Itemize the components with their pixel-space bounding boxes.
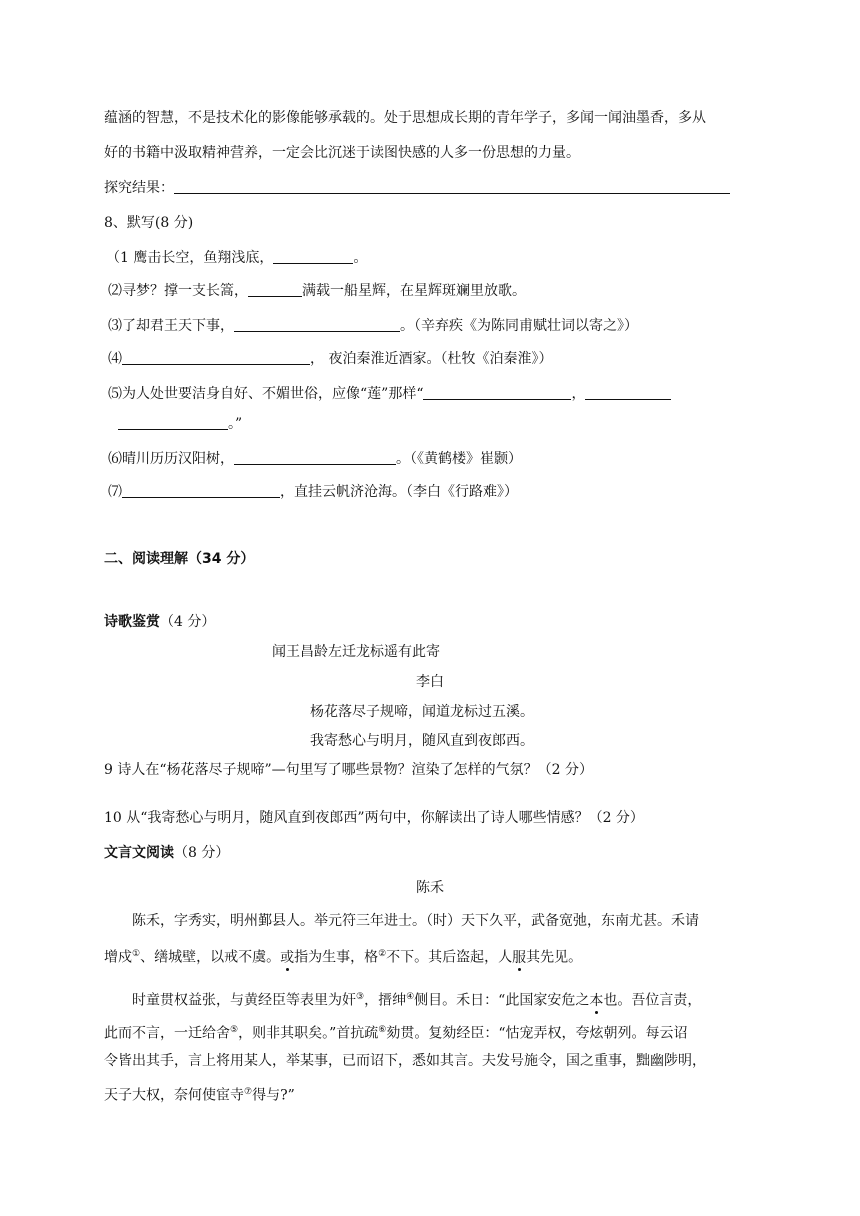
q8-item-4 [108, 349, 552, 369]
q8-item-4-blank[interactable] [122, 349, 310, 365]
q8-item-1-end: 。 [353, 250, 368, 266]
q8-item-6-text: ⑹晴川历历汉阳树， [108, 451, 234, 467]
footnote-7: ⑦ [244, 1087, 253, 1097]
result-blank[interactable] [174, 178, 730, 194]
passage-line-2: 好的书籍中汲取精神营养，一定会比沉迷于读图快感的人多一份思想的力量。 [104, 145, 580, 161]
result-line [104, 178, 730, 198]
emphasized-char: 本 [589, 992, 604, 1009]
classical-p2-line-3: 令皆出其手，言上将用某人，举某事，已而诏下，悉如其言。夫发号施令，国之重事，黜幽陟明， [104, 1053, 706, 1069]
text-segment: 其先见。 [526, 949, 583, 966]
q8-item-1 [106, 248, 367, 268]
q8-item-7 [108, 482, 518, 502]
q8-item-3-text: ⑶了却君王天下事， [108, 318, 234, 334]
poem-verse-1: 杨花落尽子规啼，闻道龙标过五溪。 [310, 704, 534, 720]
q8-item-1-blank[interactable] [273, 248, 353, 264]
text-segment: 得与?” [252, 1087, 295, 1104]
q8-item-2-blank[interactable] [248, 281, 302, 297]
text-segment: 不下。其后盗起，人 [386, 949, 513, 966]
text-segment: ，则非其职矣。”首抗疏 [238, 1025, 379, 1042]
q8-item-6-blank[interactable] [234, 449, 396, 465]
poetry-heading-line [104, 612, 215, 632]
text-segment: ，搢绅 [364, 992, 407, 1009]
classical-p1-line-1: 陈禾，字秀实，明州鄞县人。举元符三年进士。（时）天下久平，武备宽弛，东南尤甚。禾请 [132, 913, 699, 929]
text-segment: 时童贯权益张，与黄经臣等表里为奸 [132, 992, 356, 1009]
emphasized-char: 或 [280, 949, 295, 966]
text-segment: 天子大权，奈何使宦寺 [104, 1087, 244, 1104]
poem-author: 李白 [416, 674, 444, 690]
q8-item-7-text: ⑺ [108, 484, 122, 500]
q8-item-5-comma: ， [571, 386, 586, 402]
q8-item-7-end: ，直挂云帆济沧海。（李白《行路难》） [280, 484, 518, 500]
text-segment: 侧目。禾日：“此国家安危之 [414, 992, 590, 1009]
q8-item-6 [108, 449, 522, 469]
q8-item-1-text: （1 鹰击长空，鱼翔浅底， [106, 250, 274, 266]
text-segment: 、缮城壁，以戒不虞。 [140, 949, 281, 966]
q8-item-3-end: 。（辛弃疾《为陈同甫赋壮词以寄之》） [400, 318, 638, 334]
result-label: 探究结果： [104, 180, 174, 196]
q8-item-5-text: ⑸为人处世要洁身自好、不媚世俗，应像“莲”那样“ [108, 386, 424, 402]
classical-p1-line-2 [104, 944, 582, 968]
footnote-5: ⑤ [230, 1025, 239, 1035]
q8-item-3-blank[interactable] [234, 316, 400, 332]
classical-p2-line-2 [104, 1020, 687, 1044]
classical-heading-line [104, 843, 229, 863]
footnote-4: ④ [406, 992, 415, 1002]
text-segment: 指为生事，格 [294, 949, 379, 966]
q8-item-6-end: 。（《黄鹤楼》崔颢） [396, 451, 522, 467]
q8-item-4-text: ⑷ [108, 351, 122, 367]
q8-item-7-blank[interactable] [122, 482, 280, 498]
question-9: 9 诗人在“杨花落尽子规啼”—句里写了哪些景物？渲染了怎样的气氛？（2 分） [104, 762, 594, 778]
question-10: 10 从“我寄愁心与明月，随风直到夜郎西”两句中，你解读出了诗人哪些情感？（2 分） [104, 810, 644, 826]
emphasized-char: 服 [512, 949, 527, 966]
q8-item-3 [108, 316, 638, 336]
q8-item-5-end: 。” [228, 416, 243, 432]
text-segment: 也。吾位言责， [603, 992, 702, 1009]
q8-item-5-blank-b[interactable] [585, 384, 671, 400]
text-segment: 此而不言，一迁给舍 [104, 1025, 230, 1042]
classical-p2-line-4 [104, 1082, 295, 1106]
poem-title: 闻王昌龄左迁龙标遥有此寄 [272, 644, 440, 660]
q8-item-5-blank-c[interactable] [118, 414, 228, 430]
footnote-3: ③ [356, 992, 365, 1002]
classical-score: （8 分） [174, 845, 230, 861]
passage-line-1: 蕴涵的智慧，不是技术化的影像能够承载的。处于思想成长期的青年学子，多闻一闻油墨香，多从 [104, 110, 706, 126]
q8-item-2-text: ⑵寻梦？撑一支长篙， [108, 283, 248, 299]
section-2-title: 二、阅读理解（34 分） [104, 551, 255, 567]
q8-item-2-end: 满载一船星辉，在星辉斑斓里放歌。 [302, 283, 526, 299]
classical-title: 陈禾 [416, 880, 444, 896]
footnote-2: ② [378, 949, 387, 959]
poetry-heading: 诗歌鉴赏 [104, 614, 160, 630]
q8-item-4-end: ， 夜泊秦淮近酒家。（杜牧《泊秦淮》） [310, 351, 553, 367]
classical-heading: 文言文阅读 [104, 845, 174, 861]
poem-verse-2: 我寄愁心与明月，随风直到夜郎西。 [310, 733, 534, 749]
poetry-score: （4 分） [160, 614, 216, 630]
text-segment: 增戍 [104, 949, 132, 966]
q8-item-2 [108, 281, 526, 301]
q8-item-5-blank-a[interactable] [423, 384, 571, 400]
q8-item-5 [108, 384, 671, 404]
q8-item-5-cont [118, 414, 242, 434]
footnote-1: ① [132, 949, 141, 959]
text-segment: 劾贯。复劾经臣：“怙宠弄权，夸炫朝列。每云诏 [386, 1025, 688, 1042]
classical-p2-line-1 [132, 987, 701, 1011]
q8-title: 8、默写(8 分) [104, 215, 194, 231]
footnote-6: ⑥ [378, 1025, 387, 1035]
